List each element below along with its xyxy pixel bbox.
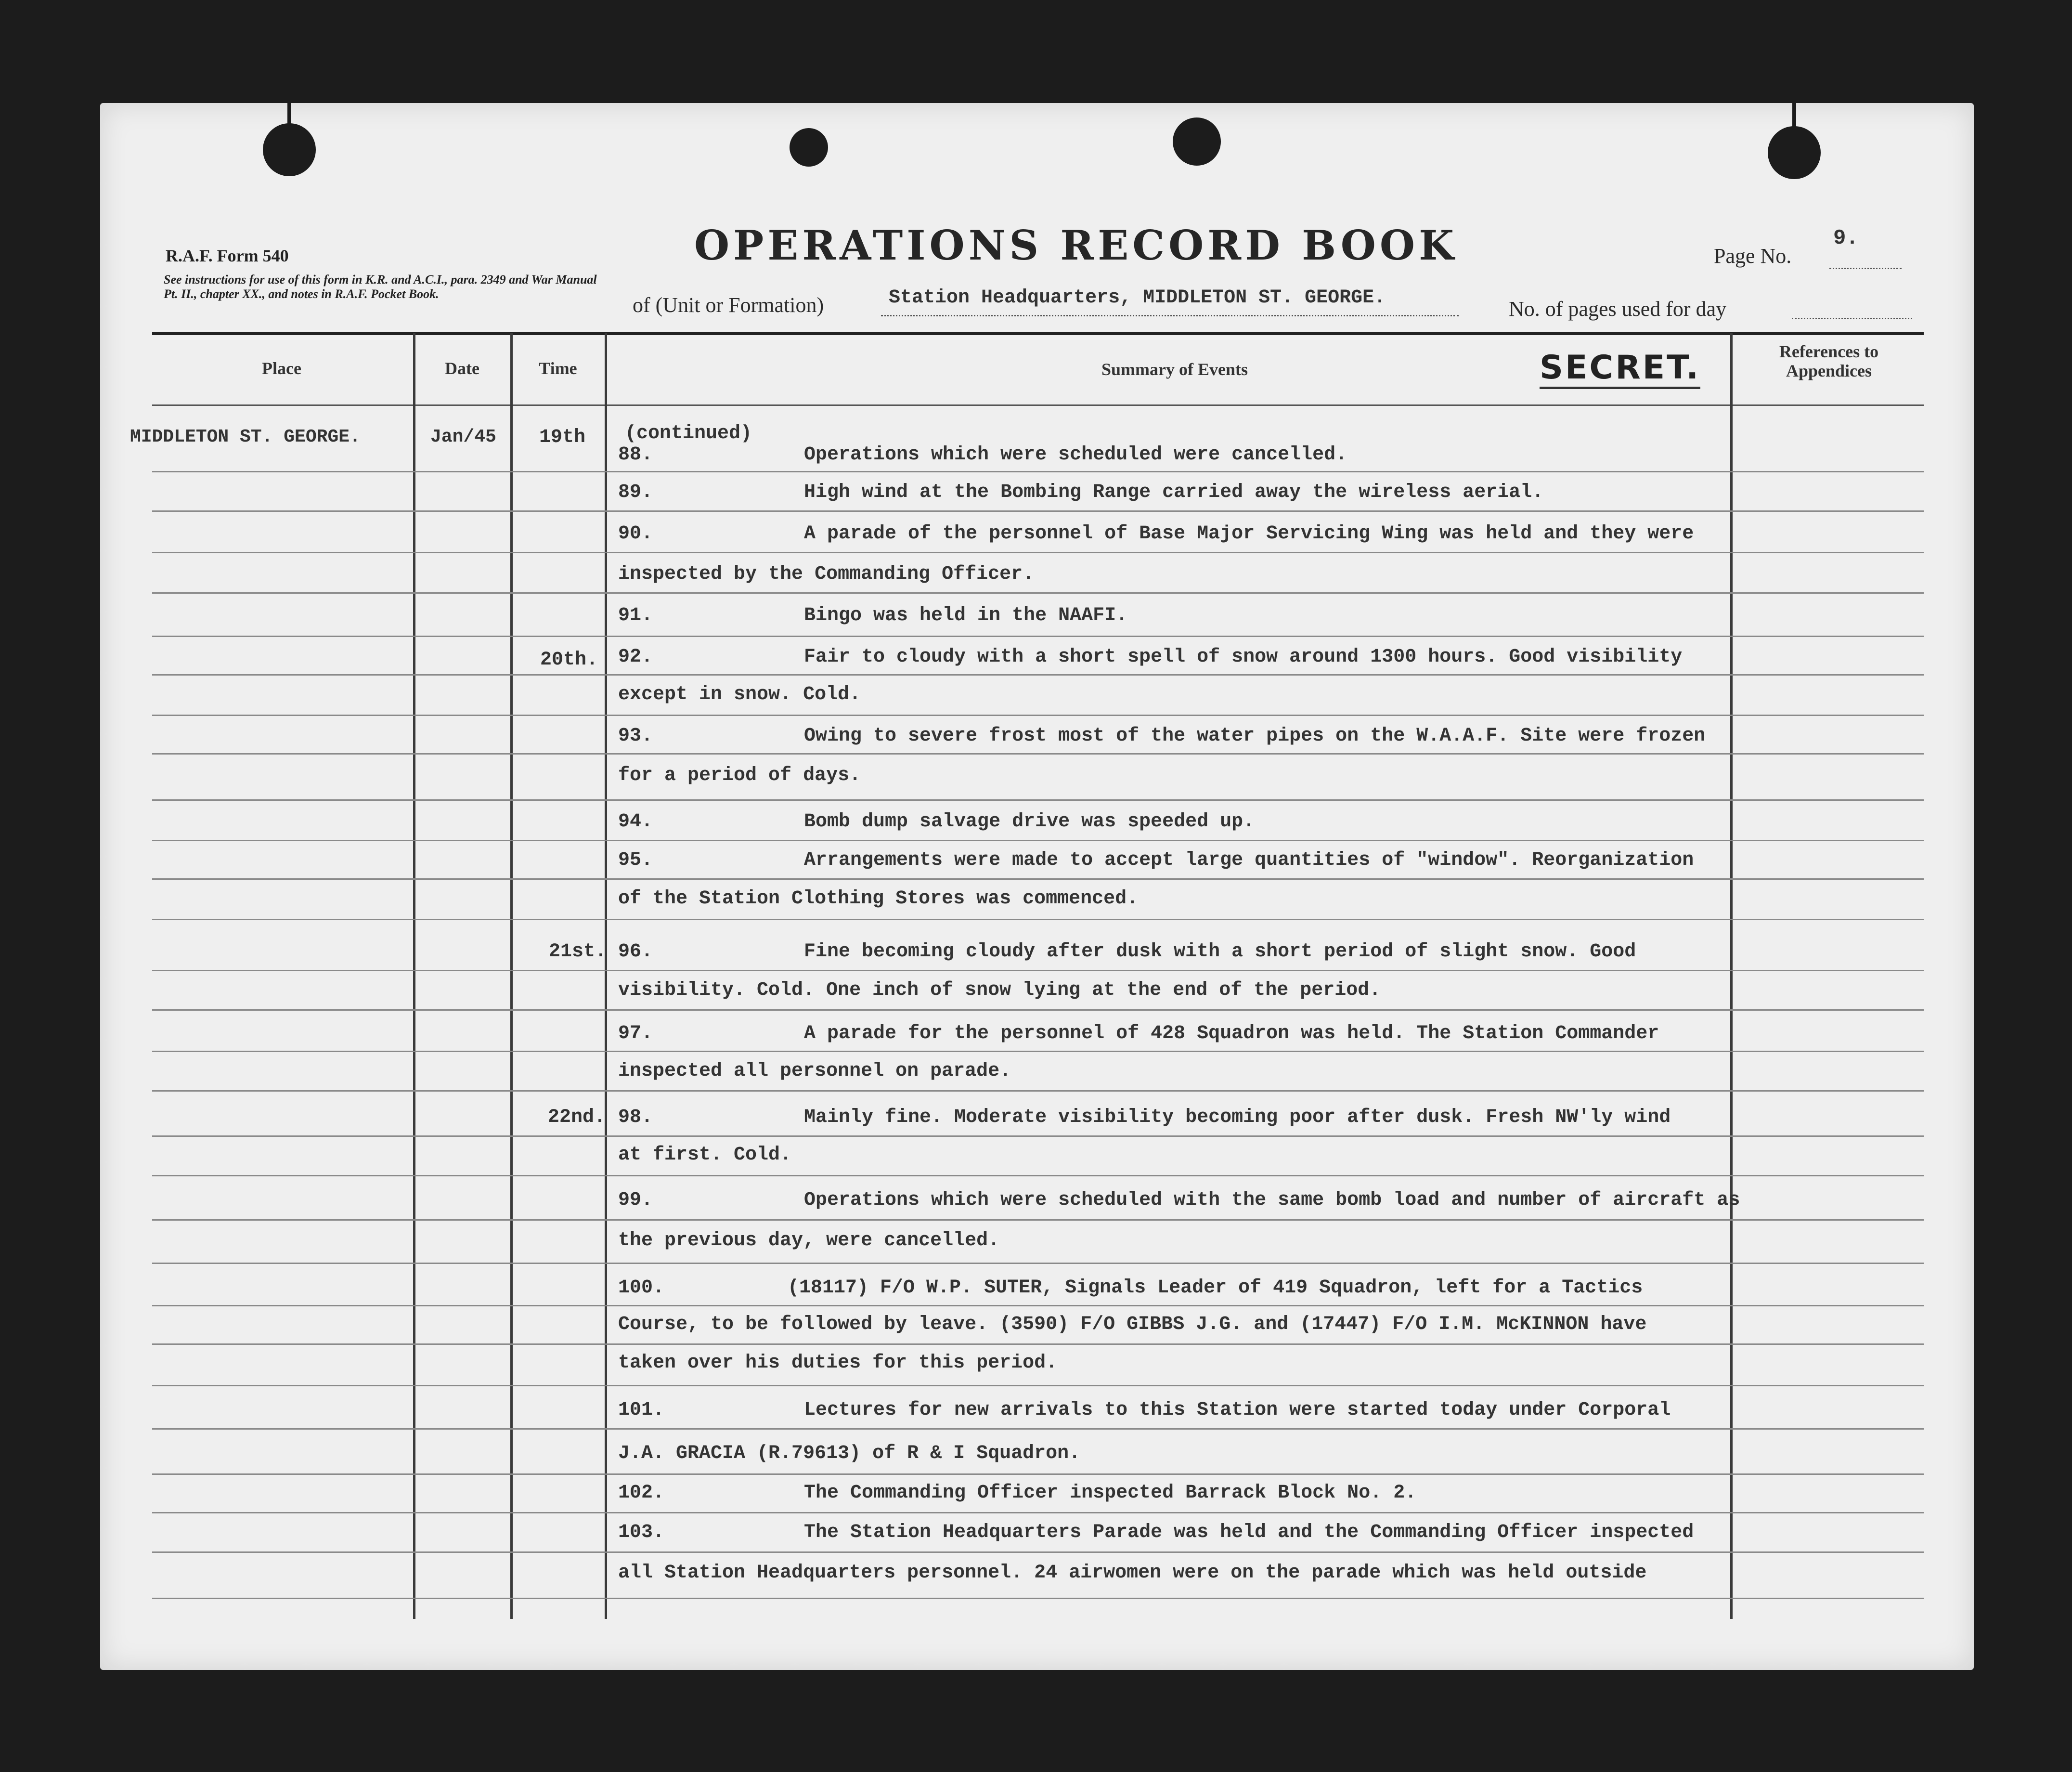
entry-text: Course, to be followed by leave. (3590) F/O GIBBS J.G. and (17447) F/O I.M. McKINNON have <box>618 1314 1647 1335</box>
entry-text: all Station Headquarters personnel. 24 airwomen were on the parade which was held outside <box>618 1562 1647 1584</box>
entry-number: 98. <box>618 1107 653 1128</box>
entry-text: Bingo was held in the NAAFI. <box>804 605 1128 626</box>
table-rule <box>152 471 1924 472</box>
table-rule <box>152 1473 1924 1475</box>
record-sheet <box>100 103 1974 1670</box>
entry-text: taken over his duties for this period. <box>618 1352 1058 1374</box>
entry-number: 94. <box>618 811 653 833</box>
time-21st: 21st. <box>549 941 607 963</box>
table-rule <box>152 636 1924 637</box>
table-rule <box>152 1135 1924 1137</box>
entry-number: 97. <box>618 1023 653 1044</box>
entry-number: 92. <box>618 646 653 668</box>
table-rule <box>152 592 1924 594</box>
entry-number: 90. <box>618 523 653 545</box>
table-rule <box>152 970 1924 971</box>
table-rule <box>152 753 1924 755</box>
table-top-rule <box>152 332 1924 335</box>
table-rule <box>152 552 1924 553</box>
column-divider-3 <box>605 333 607 1619</box>
table-rule <box>152 919 1924 920</box>
entry-text: J.A. GRACIA (R.79613) of R & I Squadron. <box>618 1443 1081 1464</box>
column-divider-2 <box>510 333 513 1619</box>
time-22nd: 22nd. <box>548 1107 606 1128</box>
unit-value: Station Headquarters, MIDDLETON ST. GEORGE. <box>889 287 1386 309</box>
entry-text: for a period of days. <box>618 765 861 786</box>
entry-text: Operations which were scheduled with the same bomb load and number of aircraft as <box>804 1189 1740 1211</box>
header-bottom-rule <box>152 404 1924 406</box>
entry-number: 91. <box>618 605 653 626</box>
table-rule <box>152 1598 1924 1599</box>
entry-text: Lectures for new arrivals to this Station were started today under Corporal <box>804 1399 1671 1421</box>
place-entry: MIDDLETON ST. GEORGE. <box>130 427 361 447</box>
entry-number: 88. <box>618 444 653 466</box>
date-entry: Jan/45 <box>430 427 496 447</box>
entry-text: inspected all personnel on parade. <box>618 1060 1011 1082</box>
punch-hole-left <box>263 123 316 176</box>
pages-used-label: No. of pages used for day <box>1509 297 1727 321</box>
entry-text: Bomb dump salvage drive was speeded up. <box>804 811 1255 833</box>
entry-number: 103. <box>618 1522 665 1543</box>
entry-number: 93. <box>618 725 653 747</box>
entry-number: 99. <box>618 1189 653 1211</box>
time-20th: 20th. <box>540 649 598 671</box>
unit-line <box>881 315 1459 316</box>
table-rule <box>152 1305 1924 1306</box>
entry-text: except in snow. Cold. <box>618 684 861 705</box>
continued-note: (continued) <box>625 423 752 444</box>
table-rule <box>152 1219 1924 1221</box>
punch-hole-mid <box>1173 117 1221 166</box>
entry-number: 89. <box>618 482 653 503</box>
entry-text: Fair to cloudy with a short spell of snow around 1300 hours. Good visibility <box>804 646 1683 668</box>
entry-text: at first. Cold. <box>618 1144 792 1166</box>
entry-text: Mainly fine. Moderate visibility becoming poor after dusk. Fresh NW'ly wind <box>804 1107 1671 1128</box>
entry-text: the previous day, were cancelled. <box>618 1230 1000 1251</box>
table-rule <box>152 1051 1924 1052</box>
form-instructions: See instructions for use of this form in K.R. and A.C.I., para. 2349 and War Manual Pt. II., chapter XX., and notes in R.A.F. Pocket Book. <box>164 273 597 301</box>
table-rule <box>152 1090 1924 1092</box>
table-rule <box>152 1385 1924 1386</box>
entry-number: 95. <box>618 849 653 871</box>
table-rule <box>152 840 1924 841</box>
page-number-value: 9. <box>1833 226 1859 250</box>
table-rule <box>152 1343 1924 1345</box>
entry-number: 102. <box>618 1482 665 1504</box>
table-rule <box>152 1263 1924 1264</box>
form-number: R.A.F. Form 540 <box>166 246 289 265</box>
entry-text: The Station Headquarters Parade was held and the Commanding Officer inspected <box>804 1522 1694 1543</box>
entry-text: of the Station Clothing Stores was commenced. <box>618 888 1139 910</box>
unit-label: of (Unit or Formation) <box>633 293 824 317</box>
entry-number: 100. <box>618 1277 665 1299</box>
table-rule <box>152 799 1924 801</box>
column-header-references: References to Appendices <box>1779 342 1879 380</box>
entry-text: (18117) F/O W.P. SUTER, Signals Leader of 419 Squadron, left for a Tactics <box>788 1277 1643 1299</box>
table-rule <box>152 1428 1924 1430</box>
entry-text: inspected by the Commanding Officer. <box>618 563 1035 585</box>
column-header-date: Date <box>445 359 479 378</box>
punch-hole-right <box>1768 126 1821 179</box>
table-rule <box>152 674 1924 676</box>
entry-text: The Commanding Officer inspected Barrack Block No. 2. <box>804 1482 1417 1504</box>
binder-tab-left <box>287 103 291 127</box>
entry-text: A parade for the personnel of 428 Squadron was held. The Station Commander <box>804 1023 1659 1044</box>
entry-number: 101. <box>618 1399 665 1421</box>
table-rule <box>152 878 1924 880</box>
table-rule <box>152 1512 1924 1513</box>
column-header-summary: Summary of Events <box>1101 360 1248 379</box>
entry-text: Arrangements were made to accept large quantities of "window". Reorganization <box>804 849 1694 871</box>
page-number-label: Page No. <box>1714 244 1792 268</box>
punch-hole-center <box>790 128 828 167</box>
page-number-line <box>1829 268 1902 269</box>
column-header-time: Time <box>539 359 577 378</box>
table-rule <box>152 510 1924 512</box>
table-rule <box>152 1175 1924 1176</box>
entry-text: Owing to severe frost most of the water pipes on the W.A.A.F. Site were frozen <box>804 725 1706 747</box>
page-title: OPERATIONS RECORD BOOK <box>694 222 1458 269</box>
column-divider-4 <box>1730 333 1733 1619</box>
entry-text: A parade of the personnel of Base Major Servicing Wing was held and they were <box>804 523 1694 545</box>
table-rule <box>152 1551 1924 1553</box>
secret-stamp: SECRET. <box>1540 349 1700 389</box>
pages-used-line <box>1792 318 1912 319</box>
entry-text: Fine becoming cloudy after dusk with a short period of slight snow. Good <box>804 941 1636 963</box>
column-header-place: Place <box>262 359 301 378</box>
table-rule <box>152 715 1924 716</box>
entry-text: visibility. Cold. One inch of snow lying at the end of the period. <box>618 979 1381 1001</box>
entry-text: High wind at the Bombing Range carried away the wireless aerial. <box>804 482 1544 503</box>
entry-text: Operations which were scheduled were cancelled. <box>804 444 1347 466</box>
binder-tab-right <box>1792 103 1796 130</box>
entry-number: 96. <box>618 941 653 963</box>
column-divider-1 <box>413 333 415 1619</box>
table-rule <box>152 1009 1924 1011</box>
time-19th: 19th <box>539 427 586 448</box>
